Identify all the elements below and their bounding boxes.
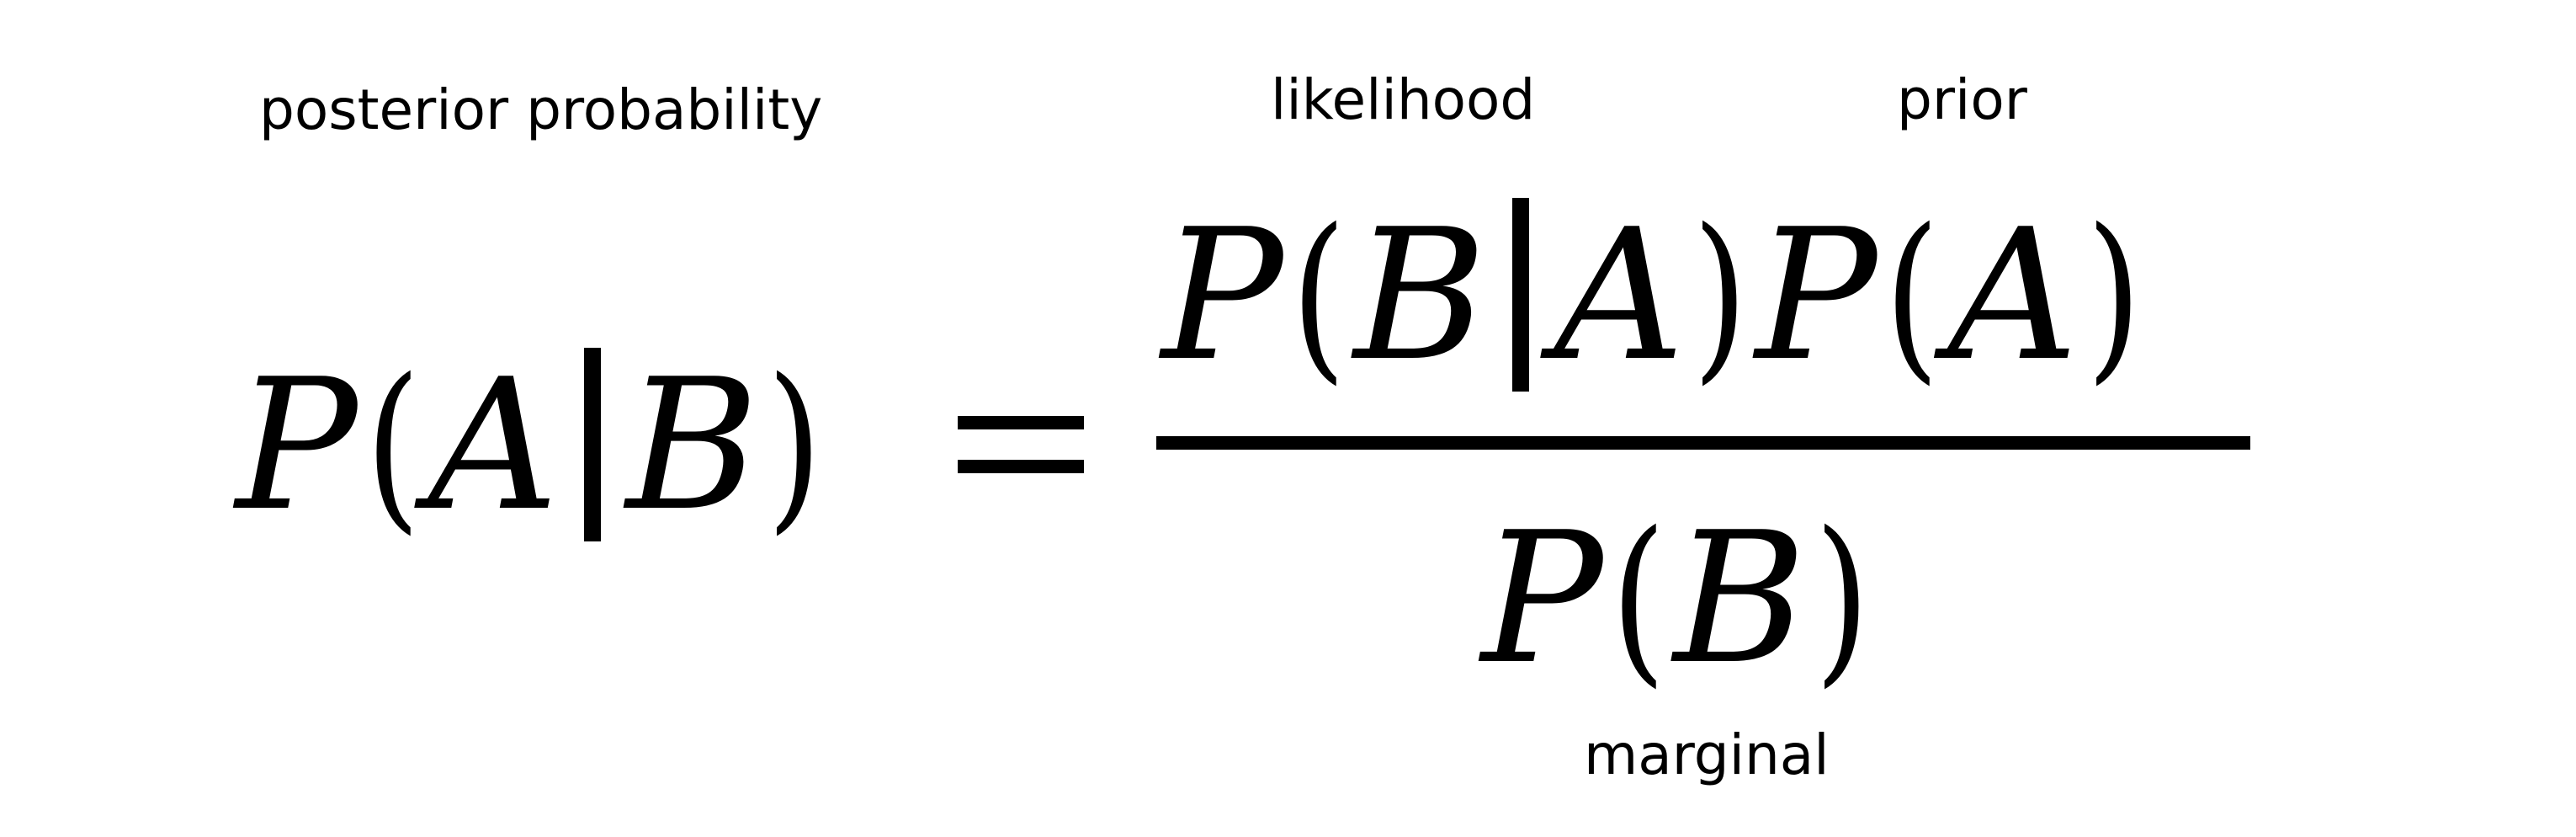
posterior-expression xyxy=(236,339,830,551)
lhs-close-paren: ) xyxy=(767,339,822,551)
lhs-open-paren: ( xyxy=(364,339,421,551)
label-marginal: marginal xyxy=(1584,722,1830,787)
prior-open-paren: ( xyxy=(1884,189,1941,401)
lhs-b-symbol: B xyxy=(625,339,759,551)
lhs-given-bar xyxy=(584,348,601,541)
equals-bottom-stroke xyxy=(958,460,1084,473)
equals-sign xyxy=(958,416,1084,473)
denominator-expression xyxy=(1481,492,1877,704)
likelihood-open-paren: ( xyxy=(1290,189,1346,401)
likelihood-given-bar xyxy=(1512,198,1529,392)
marginal-open-paren: ( xyxy=(1610,492,1666,704)
marginal-p-symbol: P xyxy=(1481,492,1603,704)
likelihood-close-paren: ) xyxy=(1692,189,1748,401)
lhs-p-symbol: P xyxy=(236,339,358,551)
label-likelihood: likelihood xyxy=(1271,67,1536,132)
prior-close-paren: ) xyxy=(2085,189,2142,401)
marginal-close-paren: ) xyxy=(1814,492,1870,704)
prior-a-symbol: A xyxy=(1947,189,2079,401)
fraction-bar xyxy=(1156,436,2250,450)
equals-top-stroke xyxy=(958,416,1084,429)
lhs-a-symbol: A xyxy=(428,339,559,551)
likelihood-a-symbol: A xyxy=(1554,189,1685,401)
marginal-b-symbol: B xyxy=(1673,492,1807,704)
numerator-expression xyxy=(1161,189,2148,401)
label-posterior-probability: posterior probability xyxy=(259,77,823,142)
likelihood-b-symbol: B xyxy=(1353,189,1487,401)
label-prior: prior xyxy=(1897,67,2027,132)
likelihood-p-symbol: P xyxy=(1161,189,1283,401)
prior-p-symbol: P xyxy=(1755,189,1878,401)
